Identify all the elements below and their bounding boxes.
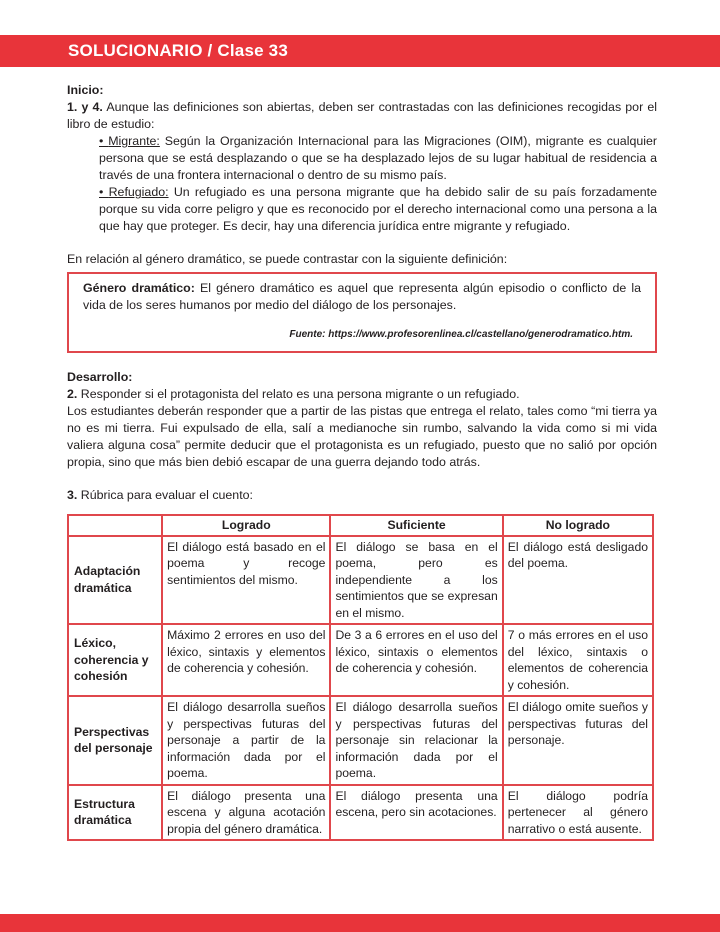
- page-title: SOLUCIONARIO / Clase 33: [68, 41, 288, 60]
- question-text: Aunque las definiciones son abiertas, deben ser contrastadas con las definiciones recogidas por el libro de estudio:: [67, 100, 657, 131]
- question-number: 2.: [67, 387, 78, 401]
- bullet-text: Un refugiado es una persona migrante que ha debido salir de su país forzadamente porque su vida corre peligro y que es reconocido por el derecho internacional como una persona a la que hay que proteger. Es decir, hay una diferencia jurídica entre migrante y refugiado.: [99, 185, 657, 233]
- criterion-cell: Adaptación dramática: [68, 536, 162, 625]
- question-number: 3.: [67, 488, 78, 502]
- criterion-cell: Estructura dramática: [68, 785, 162, 841]
- suficiente-cell: El diálogo se basa en el poema, pero es independiente a los sentimientos que se expresan en el mismo.: [330, 536, 502, 625]
- main-content: [67, 82, 657, 841]
- suficiente-cell: El diálogo desarrolla sueños y perspectivas futuras del personaje sin relacionar la información dada por el poema.: [330, 696, 502, 785]
- no-logrado-cell: El diálogo está desligado del poema.: [503, 536, 653, 625]
- header-suficiente: Suficiente: [330, 515, 502, 536]
- bullet-refugiado: [67, 184, 657, 235]
- logrado-cell: Máximo 2 errores en uso del léxico, sintaxis y elementos de coherencia y cohesión.: [162, 624, 330, 696]
- definition-term: Género dramático:: [83, 281, 195, 295]
- bullet-migrante: [67, 133, 657, 184]
- header-no-logrado: No logrado: [503, 515, 653, 536]
- question-1-4: [67, 99, 657, 133]
- relation-text: En relación al género dramático, se puede contrastar con la siguiente definición:: [67, 252, 508, 266]
- bullet-text: Según la Organización Internacional para las Migraciones (OIM), migrante es cualquier persona que se está desplazando o que se ha desplazado lejos de su lugar habitual de residencia a través de una frontera internacional o dentro de su mismo país.: [99, 134, 657, 182]
- bullet-term: Migrante:: [108, 134, 160, 148]
- criterion-cell: Léxico, coherencia y cohesión: [68, 624, 162, 696]
- question-text: Responder si el protagonista del relato es una persona migrante o un refugiado.: [77, 387, 520, 401]
- question-2-answer: Los estudiantes deberán responder que a partir de las pistas que entrega el relato, tales como “mi tierra ya no es mi tierra. Fui expulsado de ella, salí a medianoche sin rumbo, salvando la vida como si mi vida valiera alguna cosa” permite deducir que el protagonista es un refugiado, puesto que no salió por opción propia, sino que más bien debió escapar de una guerra dejando todo atrás.: [67, 404, 657, 469]
- table-row: [68, 624, 653, 696]
- header-empty: [68, 515, 162, 536]
- no-logrado-cell: El diálogo omite sueños y perspectivas futuras del personaje.: [503, 696, 653, 785]
- bullet-marker: •: [99, 185, 109, 199]
- definition-text: [83, 280, 641, 314]
- rubric-table: [67, 514, 654, 841]
- no-logrado-cell: El diálogo podría pertenecer al género narrativo o está ausente.: [503, 785, 653, 841]
- definition-source: Fuente: https://www.profesorenlinea.cl/castellano/generodramatico.htm.: [289, 329, 633, 340]
- logrado-cell: El diálogo presenta una escena y alguna acotación propia del género dramática.: [162, 785, 330, 841]
- table-row: [68, 536, 653, 625]
- page-footer-bar: [0, 914, 720, 932]
- question-text: Rúbrica para evaluar el cuento:: [77, 488, 253, 502]
- question-2: [67, 386, 657, 403]
- question-3: [67, 487, 657, 504]
- suficiente-cell: El diálogo presenta una escena, pero sin acotaciones.: [330, 785, 502, 841]
- inicio-heading: Inicio:: [67, 83, 104, 97]
- suficiente-cell: De 3 a 6 errores en el uso del léxico, sintaxis o elementos de coherencia y cohesión.: [330, 624, 502, 696]
- header-logrado: Logrado: [162, 515, 330, 536]
- bullet-term: Refugiado:: [108, 185, 169, 199]
- table-row: [68, 696, 653, 785]
- bullet-marker: •: [99, 134, 109, 148]
- table-row: [68, 785, 653, 841]
- question-number: 1. y 4.: [67, 100, 103, 114]
- logrado-cell: El diálogo está basado en el poema y recoge sentimientos del mismo.: [162, 536, 330, 625]
- criterion-cell: Perspectivas del personaje: [68, 696, 162, 785]
- desarrollo-heading: Desarrollo:: [67, 370, 133, 384]
- no-logrado-cell: 7 o más errores en el uso del léxico, sintaxis o elementos de coherencia y cohesión.: [503, 624, 653, 696]
- rubric-header-row: [68, 515, 653, 536]
- logrado-cell: El diálogo desarrolla sueños y perspectivas futuras del personaje a partir de la información dada por el poema.: [162, 696, 330, 785]
- definition-box: [67, 272, 657, 353]
- definition-body: El género dramático es aquel que representa algún episodio o conflicto de la vida de los seres humanos por medio del diálogo de los personajes.: [83, 281, 641, 312]
- page-header: [0, 35, 720, 67]
